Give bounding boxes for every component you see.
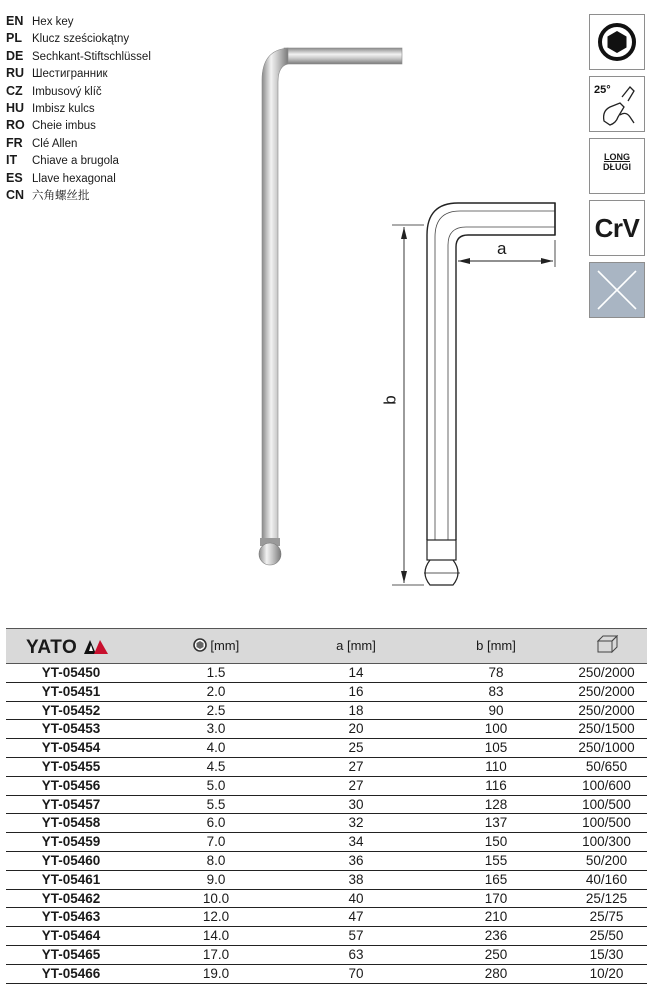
packaging-value: 250/1000 bbox=[578, 740, 635, 756]
a-value: 20 bbox=[348, 721, 364, 737]
table-row bbox=[6, 796, 647, 815]
header-diameter bbox=[156, 629, 276, 663]
dimension-b-label: b bbox=[380, 395, 400, 405]
hex-socket-icon bbox=[193, 638, 207, 652]
header-b: b [mm] bbox=[476, 638, 516, 653]
a-value: 27 bbox=[348, 758, 364, 774]
language-row bbox=[6, 187, 151, 204]
spec-table bbox=[6, 628, 647, 984]
diameter-value: 4.5 bbox=[206, 758, 226, 774]
language-code: EN bbox=[6, 14, 24, 28]
a-value: 14 bbox=[348, 665, 364, 680]
product-code: YT-05461 bbox=[41, 871, 101, 887]
language-row bbox=[6, 135, 151, 152]
table-row bbox=[6, 702, 647, 721]
table-row bbox=[6, 908, 647, 927]
table-row bbox=[6, 965, 647, 984]
cross-icon bbox=[589, 262, 645, 318]
table-row bbox=[6, 720, 647, 739]
language-row bbox=[6, 48, 151, 65]
a-value: 18 bbox=[348, 702, 364, 718]
table-row bbox=[6, 683, 647, 702]
b-value: 110 bbox=[485, 758, 507, 774]
packaging-value: 25/125 bbox=[585, 890, 628, 906]
packaging-value: 250/2000 bbox=[578, 683, 635, 699]
language-row bbox=[6, 117, 151, 134]
packaging-value: 25/75 bbox=[589, 909, 624, 925]
language-code: DE bbox=[6, 48, 24, 63]
a-value: 25 bbox=[348, 740, 364, 756]
product-code: YT-05459 bbox=[41, 834, 101, 850]
a-value: 63 bbox=[348, 946, 364, 962]
language-name: Imbusový klíč bbox=[32, 85, 102, 98]
a-value: 27 bbox=[348, 777, 364, 793]
packaging-value: 250/1500 bbox=[578, 721, 635, 737]
language-code: ES bbox=[6, 170, 23, 185]
diameter-value: 10.0 bbox=[202, 890, 230, 906]
b-value: 236 bbox=[484, 928, 508, 944]
product-code: YT-05462 bbox=[41, 890, 101, 906]
packaging-value: 100/600 bbox=[582, 777, 631, 793]
b-value: 100 bbox=[484, 721, 508, 737]
diameter-value: 8.0 bbox=[206, 852, 226, 868]
diameter-value: 4.0 bbox=[206, 740, 226, 756]
table-row bbox=[6, 927, 647, 946]
packaging-value: 100/500 bbox=[582, 815, 631, 831]
b-value: 105 bbox=[484, 740, 508, 756]
diameter-value: 5.5 bbox=[206, 796, 226, 812]
b-value: 165 bbox=[484, 871, 508, 887]
packaging-value: 40/160 bbox=[585, 871, 628, 887]
a-value: 36 bbox=[348, 852, 364, 868]
b-value: 170 bbox=[484, 890, 508, 906]
a-value: 47 bbox=[348, 909, 364, 925]
product-code: YT-05451 bbox=[41, 683, 101, 699]
product-code: YT-05460 bbox=[41, 852, 101, 868]
language-row bbox=[6, 30, 151, 47]
language-name: Cheie imbus bbox=[32, 120, 96, 133]
brand-logo bbox=[26, 637, 109, 659]
crv-material-icon bbox=[589, 200, 645, 256]
table-header bbox=[6, 628, 647, 664]
product-code: YT-05454 bbox=[41, 740, 101, 756]
diameter-value: 19.0 bbox=[202, 965, 230, 981]
table-row bbox=[6, 739, 647, 758]
product-code: YT-05453 bbox=[41, 721, 101, 737]
crv-label: CrV bbox=[594, 213, 640, 243]
table-row bbox=[6, 814, 647, 833]
language-code: RO bbox=[6, 118, 25, 133]
long-label: LONG bbox=[604, 152, 630, 162]
language-name: Imbisz kulcs bbox=[32, 102, 95, 115]
dimension-a-label: a bbox=[497, 239, 507, 258]
language-name: 六角螺丝批 bbox=[32, 189, 90, 202]
language-row bbox=[6, 170, 151, 187]
hex-socket-icon bbox=[589, 14, 645, 70]
packaging-value: 15/30 bbox=[589, 946, 624, 962]
box-icon bbox=[594, 635, 620, 653]
b-value: 78 bbox=[488, 665, 504, 680]
b-value: 90 bbox=[488, 702, 504, 718]
table-row bbox=[6, 852, 647, 871]
angle-label: 25° bbox=[594, 84, 611, 96]
header-diameter-label: [mm] bbox=[210, 638, 240, 653]
language-name: Hex key bbox=[32, 16, 74, 28]
packaging-value: 25/50 bbox=[589, 928, 624, 944]
b-value: 137 bbox=[484, 815, 508, 831]
packaging-value: 100/300 bbox=[582, 834, 631, 850]
language-code: CZ bbox=[6, 83, 23, 98]
language-row bbox=[6, 13, 151, 30]
diameter-value: 12.0 bbox=[202, 909, 230, 925]
a-value: 30 bbox=[348, 796, 364, 812]
table-row bbox=[6, 890, 647, 909]
packaging-value: 250/2000 bbox=[578, 702, 635, 718]
language-name: Llave hexagonal bbox=[32, 172, 116, 185]
product-code: YT-05452 bbox=[41, 702, 101, 718]
b-value: 83 bbox=[488, 683, 504, 699]
product-code: YT-05458 bbox=[41, 815, 101, 831]
language-code: CN bbox=[6, 187, 25, 202]
table-body bbox=[6, 664, 647, 984]
b-value: 280 bbox=[484, 965, 508, 981]
product-code: YT-05463 bbox=[41, 909, 101, 925]
diameter-value: 2.0 bbox=[206, 683, 226, 699]
language-code: HU bbox=[6, 100, 25, 115]
diameter-value: 1.5 bbox=[206, 665, 226, 680]
a-value: 38 bbox=[348, 871, 364, 887]
header-packaging bbox=[566, 629, 647, 663]
b-value: 150 bbox=[484, 834, 508, 850]
b-value: 210 bbox=[484, 909, 508, 925]
a-value: 34 bbox=[348, 834, 364, 850]
b-value: 116 bbox=[485, 777, 507, 793]
product-code: YT-05450 bbox=[41, 665, 101, 680]
language-name: Sechkant-Stiftschlüssel bbox=[32, 50, 151, 63]
diameter-value: 17.0 bbox=[202, 946, 230, 962]
long-icon bbox=[589, 138, 645, 194]
language-code: IT bbox=[6, 153, 18, 168]
language-name: Шестигранник bbox=[32, 68, 108, 81]
product-code: YT-05465 bbox=[41, 946, 101, 962]
diameter-value: 6.0 bbox=[206, 815, 226, 831]
a-value: 70 bbox=[348, 965, 364, 981]
brand-name: YATO bbox=[26, 637, 78, 658]
dlugi-label: DŁUGI bbox=[603, 162, 631, 172]
diameter-value: 9.0 bbox=[206, 871, 226, 887]
packaging-value: 250/2000 bbox=[578, 665, 635, 680]
language-name: Klucz sześciokątny bbox=[32, 33, 130, 46]
language-list bbox=[6, 13, 151, 204]
product-code: YT-05456 bbox=[41, 777, 101, 793]
language-code: PL bbox=[6, 31, 22, 46]
language-row bbox=[6, 65, 151, 82]
packaging-value: 10/20 bbox=[589, 965, 624, 981]
language-name: Chiave a brugola bbox=[32, 155, 119, 168]
table-row bbox=[6, 758, 647, 777]
packaging-value: 100/500 bbox=[582, 796, 631, 812]
a-value: 57 bbox=[348, 928, 364, 944]
diameter-value: 3.0 bbox=[206, 721, 226, 737]
product-code: YT-05464 bbox=[41, 928, 101, 944]
language-name: Clé Allen bbox=[32, 137, 78, 150]
language-row bbox=[6, 83, 151, 100]
table-row bbox=[6, 833, 647, 852]
product-code: YT-05466 bbox=[41, 965, 101, 981]
b-value: 250 bbox=[484, 946, 508, 962]
packaging-value: 50/200 bbox=[585, 852, 628, 868]
dimension-drawing bbox=[380, 195, 580, 600]
language-row bbox=[6, 100, 151, 117]
yato-logo-icon bbox=[83, 639, 109, 655]
diameter-value: 5.0 bbox=[206, 777, 226, 793]
product-code: YT-05457 bbox=[41, 796, 101, 812]
product-code: YT-05455 bbox=[41, 758, 101, 774]
a-value: 32 bbox=[348, 815, 364, 831]
angle-25-icon bbox=[589, 76, 645, 132]
diameter-value: 14.0 bbox=[202, 928, 230, 944]
language-code: FR bbox=[6, 135, 23, 150]
language-code: RU bbox=[6, 66, 25, 81]
b-value: 155 bbox=[484, 852, 508, 868]
table-row bbox=[6, 664, 647, 683]
packaging-value: 50/650 bbox=[585, 758, 628, 774]
b-value: 128 bbox=[484, 796, 508, 812]
header-a: a [mm] bbox=[336, 638, 376, 653]
table-row bbox=[6, 777, 647, 796]
a-value: 40 bbox=[348, 890, 364, 906]
diameter-value: 2.5 bbox=[206, 702, 226, 718]
diameter-value: 7.0 bbox=[206, 834, 226, 850]
a-value: 16 bbox=[348, 683, 364, 699]
language-row bbox=[6, 152, 151, 169]
table-row bbox=[6, 871, 647, 890]
table-row bbox=[6, 946, 647, 965]
